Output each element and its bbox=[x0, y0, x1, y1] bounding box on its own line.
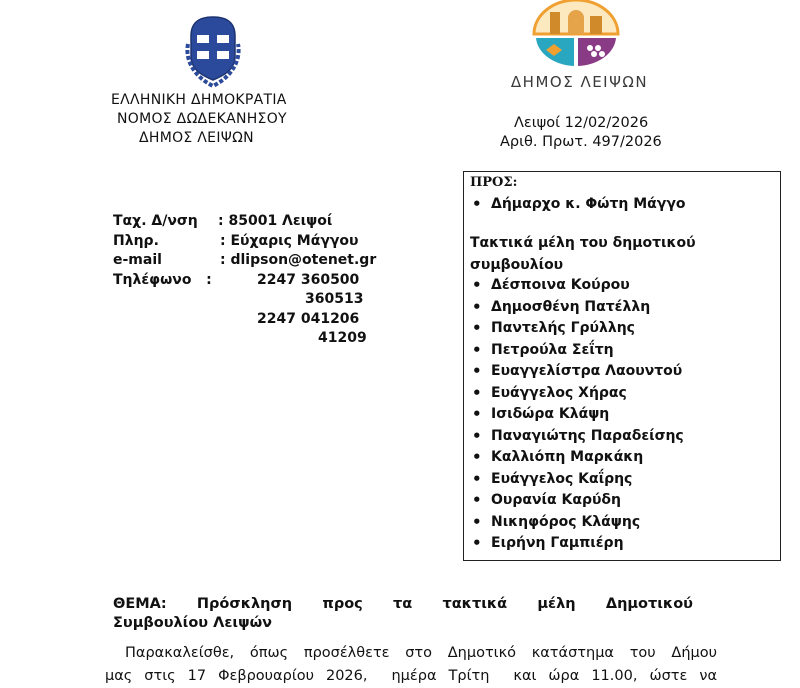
email-label: e-mail bbox=[113, 252, 162, 268]
greek-coat-of-arms-icon bbox=[183, 14, 243, 88]
list-item-member: • Ευάγγελος Χήρας bbox=[470, 383, 684, 405]
list-item-member: • Καλλιόπη Μαρκάκη bbox=[470, 447, 684, 469]
info-value: : Εύχαρις Μάγγου bbox=[220, 232, 359, 249]
list-item-mayor: • Δήμαρχο κ. Φώτη Μάγγο bbox=[470, 194, 686, 216]
members-title: Τακτικά μέλη του δημοτικού συμβουλίου bbox=[470, 235, 696, 273]
body-text bbox=[105, 642, 717, 688]
email-value[interactable]: : dlipson@otenet.gr bbox=[220, 252, 377, 268]
subject-word: Δημοτικού bbox=[605, 596, 693, 612]
list-item-member: • Παντελής Γρύλλης bbox=[470, 318, 684, 340]
list-item-member: • Ειρήνη Γαμπιέρη bbox=[470, 533, 684, 555]
subject-label: ΘΕΜΑ: bbox=[113, 596, 167, 612]
list-item-member: • Πετρούλα Σεΐτη bbox=[470, 340, 684, 362]
header-country: ΕΛΛΗΝΙΚΗ ΔΗΜΟΚΡΑΤΙΑ bbox=[111, 92, 287, 108]
phone-3: 2247 041206 bbox=[257, 310, 360, 327]
header-prefecture: ΝΟΜΟΣ ΔΩΔΕΚΑΝΗΣΟΥ bbox=[117, 111, 287, 127]
list-item-member: • Δημοσθένη Πατέλλη bbox=[470, 297, 684, 319]
subject-line-1 bbox=[113, 595, 693, 614]
header-municipality: ΔΗΜΟΣ ΛΕΙΨΩΝ bbox=[139, 130, 254, 146]
body-line-2: μας στις 17 Φεβρουαρίου 2026, ημέρα Τρίτη και ώρα 11.00, ώστε να bbox=[105, 668, 717, 684]
subject-word: τακτικά bbox=[442, 596, 508, 612]
subject-word: μέλη bbox=[537, 596, 576, 612]
body-line-1: Παρακαλείσθε, όπως προσέλθετε στο Δημοτικό κατάστημα του Δήμου bbox=[125, 645, 717, 661]
list-item-member: • Ισιδώρα Κλάψη bbox=[470, 404, 684, 426]
list-item-member: • Παναγιώτης Παραδείσης bbox=[470, 426, 684, 448]
to-label: ΠΡΟΣ: bbox=[470, 175, 518, 190]
protocol-number: Αριθ. Πρωτ. 497/2026 bbox=[500, 134, 662, 150]
subject-word: τα bbox=[392, 596, 413, 612]
members-list bbox=[470, 275, 684, 555]
phone-1: 2247 360500 bbox=[257, 271, 360, 288]
list-item-member: • Ευαγγελίστρα Λαουντού bbox=[470, 361, 684, 383]
address-value: : 85001 Λειψοί bbox=[218, 213, 333, 229]
subject-line-2: Συμβουλίου Λειψών bbox=[113, 615, 273, 631]
subject-word: προς bbox=[322, 596, 363, 612]
mayor-list bbox=[470, 194, 686, 216]
list-item-member: • Νικηφόρος Κλάψης bbox=[470, 512, 684, 534]
list-item-member: • Ευάγγελος Καΐρης bbox=[470, 469, 684, 491]
subject bbox=[113, 595, 693, 633]
list-item-member: • Ουρανία Καρύδη bbox=[470, 490, 684, 512]
place-date: Λειψοί 12/02/2026 bbox=[514, 115, 649, 131]
municipality-logo-icon bbox=[528, 0, 624, 68]
subject-word: Πρόσκληση bbox=[196, 596, 293, 612]
address-label: Ταχ. Δ/νση bbox=[113, 213, 198, 229]
logo-text: ΔΗΜΟΣ ΛΕΙΨΩΝ bbox=[510, 73, 649, 91]
info-label: Πληρ. bbox=[113, 232, 159, 249]
phone-4: 41209 bbox=[318, 330, 367, 346]
list-item-member: • Δέσποινα Κούρου bbox=[470, 275, 684, 297]
phone-label: Τηλέφωνο : bbox=[113, 271, 212, 288]
phone-2: 360513 bbox=[305, 291, 364, 307]
